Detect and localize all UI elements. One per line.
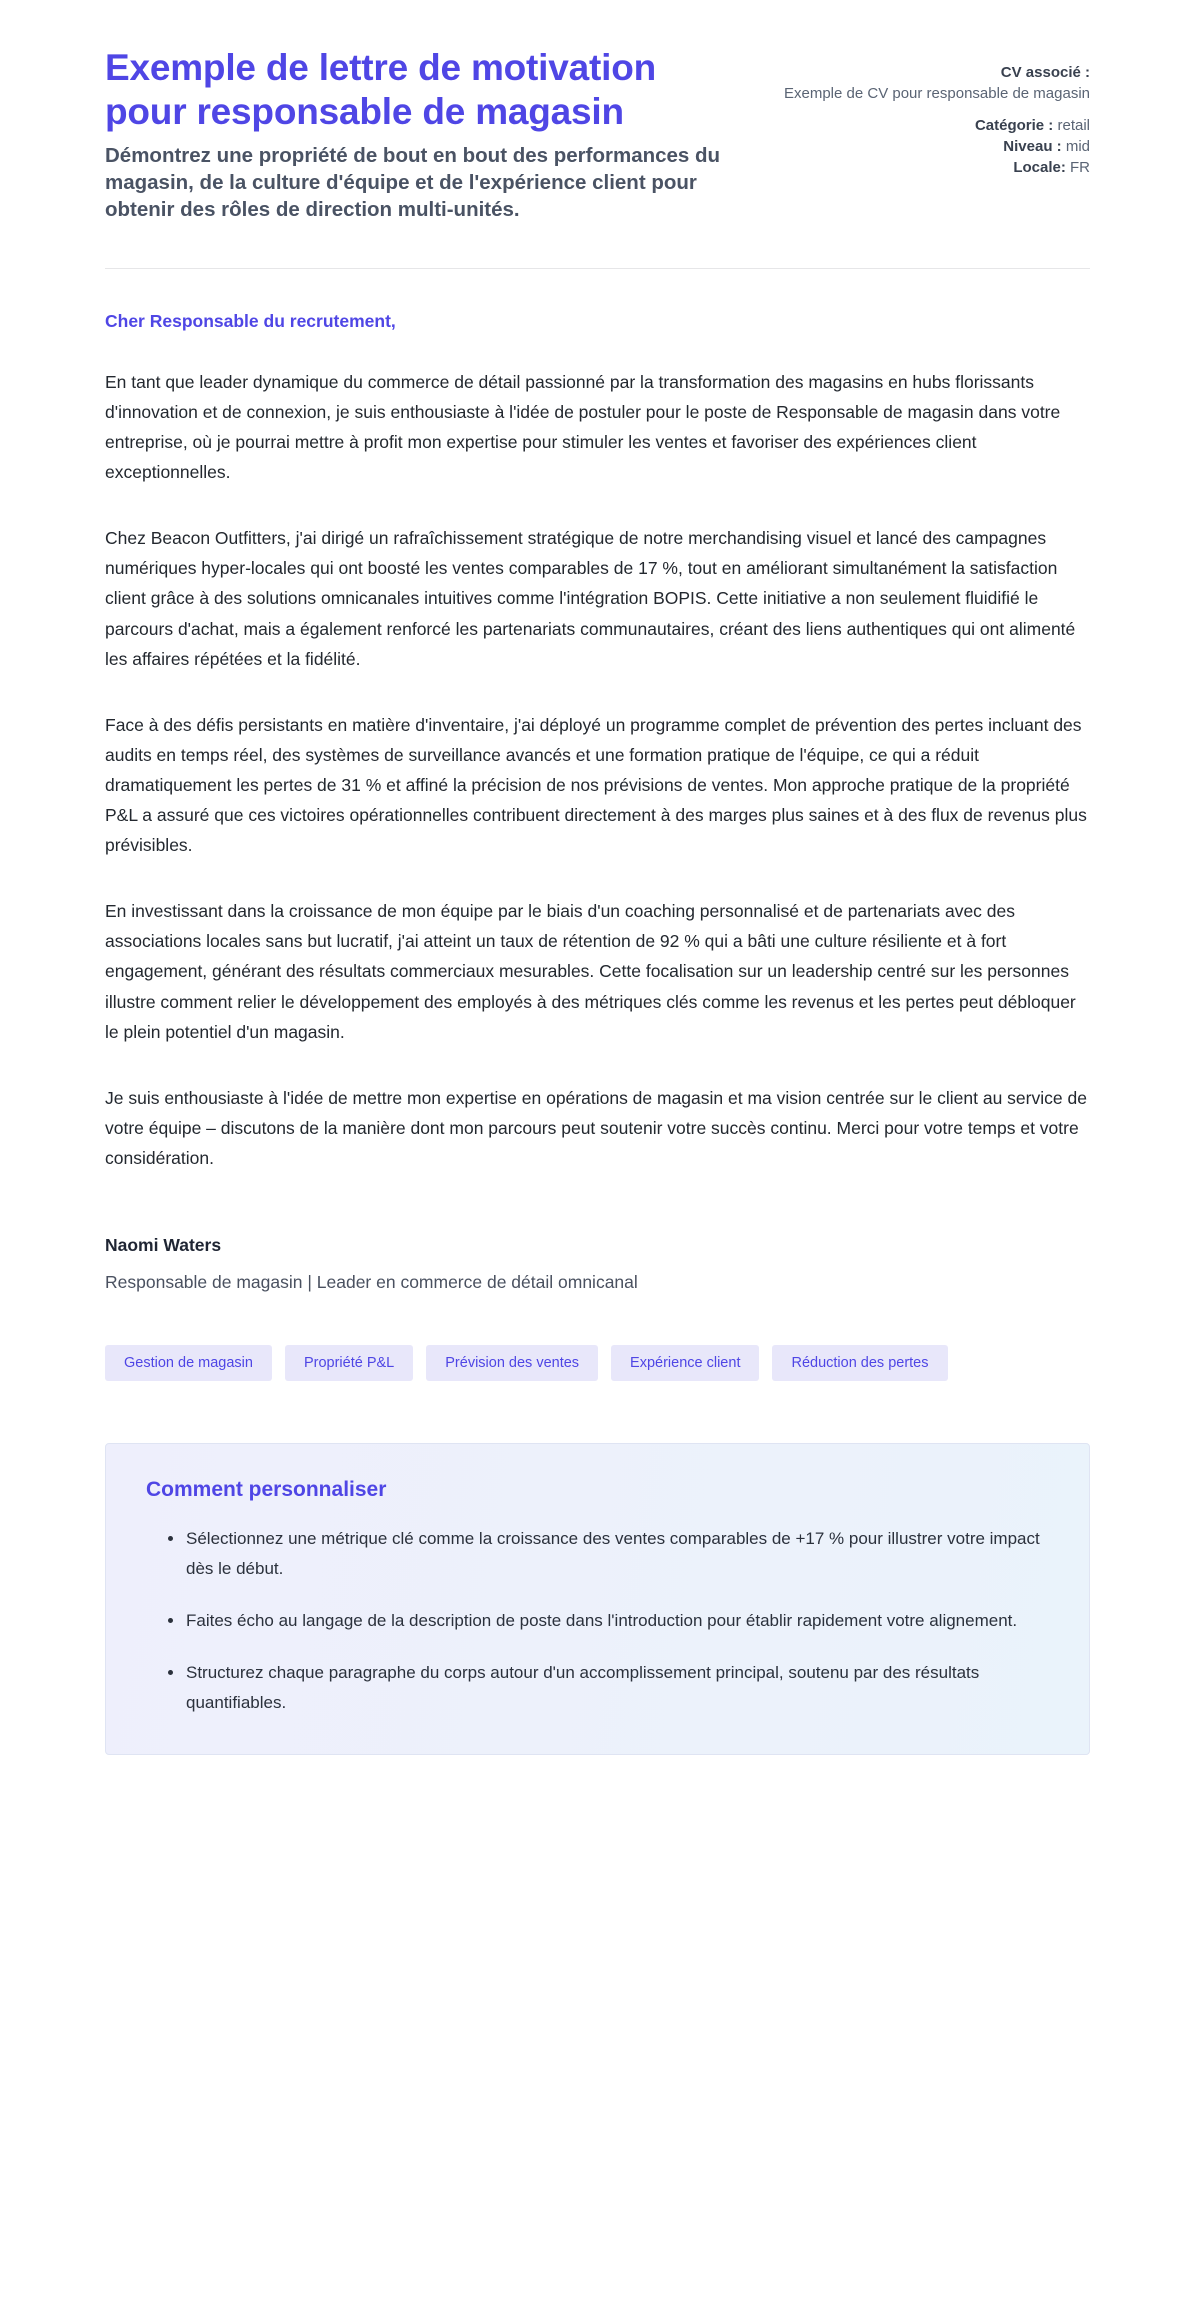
category-label: Catégorie : [974, 116, 1054, 134]
letter-paragraph: Je suis enthousiaste à l'idée de mettre mon expertise en opérations de magasin et ma vision centrée sur le client au service de votre équipe – discutons de la manière dont mon parcours peut soutenir votre succès continu. Merci pour votre temps et votre considération. [105, 1087, 1087, 1168]
tag-chip[interactable]: Gestion de magasin [105, 1345, 272, 1381]
metadata-locale [784, 157, 1090, 178]
callout-bullet-item: Faites écho au langage de la description de poste dans l'introduction pour établir rapidement votre alignement. [168, 1606, 1049, 1636]
how-to-customize-panel [105, 1443, 1090, 1755]
letter-paragraph: En tant que leader dynamique du commerce de détail passionné par la transformation des magasins en hubs florissants d'innovation et de connexion, je suis enthousiaste à l'idée de postuler pour le poste de Responsable de magasin dans votre entreprise, où je pourrai mettre à profit mon expertise pour stimuler les ventes et favoriser des expériences client exceptionnelles. [105, 371, 1061, 483]
header-text-block [105, 46, 744, 223]
metadata-linked-cv [784, 62, 1090, 105]
tag-chip[interactable]: Réduction des pertes [772, 1345, 947, 1381]
letter-paragraph: Face à des défis persistants en matière d'inventaire, j'ai déployé un programme complet de prévention des pertes incluant des audits en temps réel, des systèmes de surveillance avancés et une formation pratique de l'équipe, ce qui a réduit dramatiquement les pertes de 31 % et affiné la précision de nos prévisions de ventes. Mon approche pratique de la propriété P&L a assuré que ces victoires opérationnelles contribuent directement à des marges plus saines et à des flux de revenus plus prévisibles. [105, 714, 1087, 856]
callout-bullet-item: Sélectionnez une métrique clé comme la croissance des ventes comparables de +17 % pour illustrer votre impact dès le début. [168, 1524, 1049, 1584]
linked-cv-value[interactable]: Exemple de CV pour responsable de magasin [783, 85, 1090, 103]
cover-letter-body [105, 269, 1090, 1293]
metadata-level [784, 136, 1090, 157]
letter-paragraph: En investissant dans la croissance de mon équipe par le biais d'un coaching personnalisé et de partenariats avec des associations locales sans but lucratif, j'ai atteint un taux de rétention de 92 % qui a bâti une culture résiliente et à fort engagement, générant des résultats commerciaux mesurables. Cette focalisation sur un leadership centré sur les personnes illustre comment relier le développement des employés à des métriques clés comme les revenus et les pertes peut débloquer le plein potentiel d'un magasin. [105, 901, 1076, 1042]
category-value: retail [1057, 116, 1090, 134]
letter-paragraph: Chez Beacon Outfitters, j'ai dirigé un rafraîchissement stratégique de notre merchandising visuel et lancé des campagnes numériques hyper-locales qui ont boosté les ventes comparables de 17 %, tout en améliorant simultanément la satisfaction client grâce à des solutions omnicanales intuitives comme l'intégration BOPIS. Cette initiative a non seulement fluidifié le parcours d'achat, mais a également renforcé les partenariats communautaires, créant des liens authentiques qui ont alimenté les affaires répétées et la fidélité. [105, 528, 1076, 669]
signature-role: Responsable de magasin | Leader en commerce de détail omnicanal [105, 1271, 638, 1292]
callout-title: Comment personnaliser [146, 1477, 387, 1501]
linked-cv-label: CV associé : [1000, 64, 1090, 81]
signature-name: Naomi Waters [105, 1234, 222, 1255]
metadata-category [784, 115, 1090, 136]
tag-chip[interactable]: Propriété P&L [285, 1345, 413, 1381]
tag-list [105, 1345, 985, 1381]
letter-salutation: Cher Responsable du recrutement, [105, 310, 396, 331]
page-title: Exemple de lettre de motivation pour responsable de magasin [105, 47, 657, 133]
level-value: mid [1065, 137, 1090, 155]
callout-bullet-item: Structurez chaque paragraphe du corps autour d'un accomplissement principal, soutenu par des résultats quantifiables. [168, 1658, 1049, 1718]
tag-chip[interactable]: Expérience client [611, 1345, 759, 1381]
letter-signature [105, 1235, 1090, 1293]
locale-label: Locale: [1013, 159, 1066, 177]
callout-bullet-list [146, 1524, 1049, 1718]
document-metadata [784, 46, 1090, 178]
page-subtitle: Démontrez une propriété de bout en bout des performances du magasin, de la culture d'équipe et de l'expérience client pour obtenir des rôles de direction multi-unités. [105, 143, 721, 221]
locale-value: FR [1070, 159, 1090, 177]
tag-chip[interactable]: Prévision des ventes [426, 1345, 598, 1381]
level-label: Niveau : [1003, 137, 1062, 155]
page-header [105, 46, 1090, 223]
